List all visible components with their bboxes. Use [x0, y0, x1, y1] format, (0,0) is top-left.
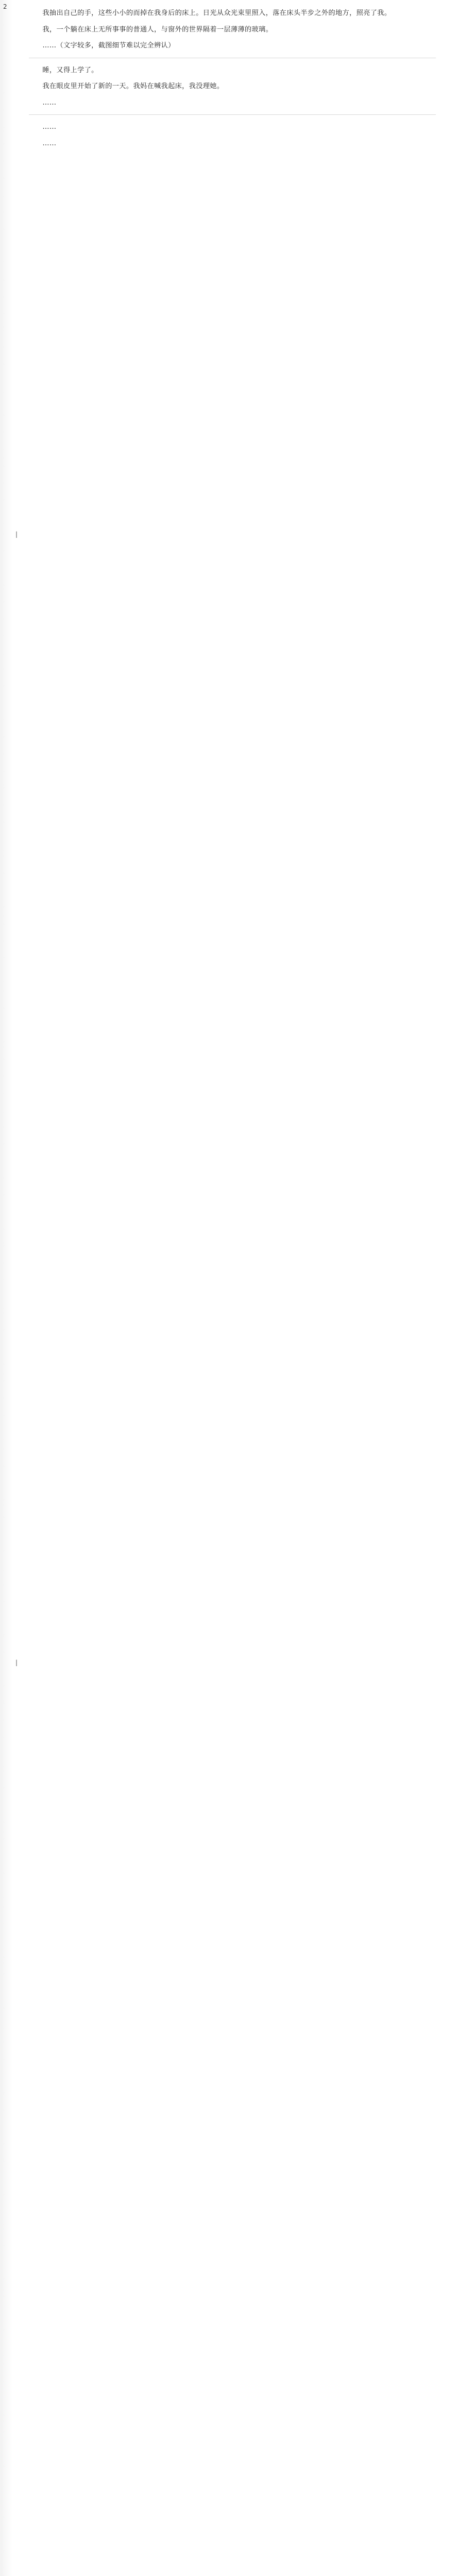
article-body	[29, 7, 436, 2576]
page-sidebar	[0, 0, 12, 2576]
paragraph: 我在眼皮里开始了新的一天。我妈在喊我起床，我没理她。	[42, 82, 224, 90]
paragraph: ……	[42, 139, 57, 147]
paragraph: ……	[42, 123, 57, 131]
paragraph: ……	[42, 98, 57, 107]
section-2	[29, 64, 436, 110]
page-number: 2	[3, 3, 7, 10]
paragraph: ……（文字较多，截图细节难以完全辨认）	[42, 42, 175, 49]
paragraph: 睡，又得上学了。	[42, 66, 98, 74]
section-divider	[29, 114, 436, 115]
section-3	[29, 121, 436, 150]
section-1	[29, 7, 436, 53]
margin-marker: |	[15, 531, 18, 538]
paragraph: 我，一个躺在床上无所事事的普通人，与窗外的世界隔着一层薄薄的玻璃。	[42, 25, 273, 33]
margin-marker: |	[15, 1659, 18, 1666]
paragraph: 我抽出自己的手，这些小小的而掉在我身后的床上。日光从众光束里照入，落在床头半步之外的地方，照亮了我。	[42, 9, 392, 17]
